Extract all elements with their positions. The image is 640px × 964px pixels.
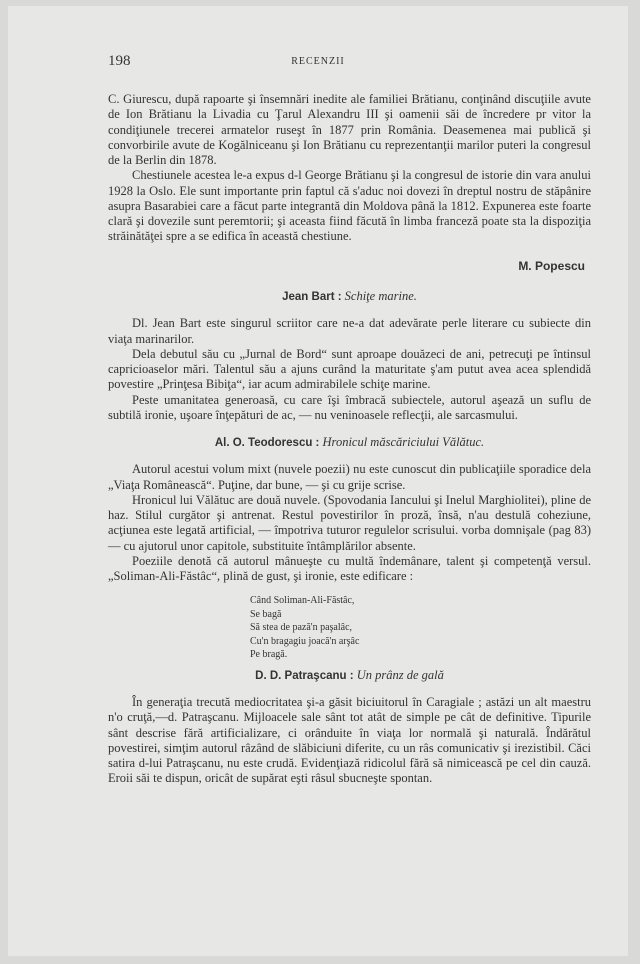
review-work: Hronicul măscăriciului Vălătuc. [322, 435, 485, 450]
review-work: Un prânz de gală [356, 667, 444, 682]
paragraph-9: În generaţia trecută mediocritatea şi-a găsit biciuitorul în Caragiale ; astăzi un alt maestru n'o cruţă,—d. Patraşcanu. Mijloacele sale sânt tot atât de simple pe cât de definitive. Tipurile sânt descrise fără artificializare, ci orânduite în viaţa lor normală şi naturală. Îndărătul povestirei, simţim autorul râzând de slăbiciuni diferite, cu un râs comunicativ şi irezistibil. Căci satira d-lui Patraşcanu, nu este crudă. Evidenţiază ridicolul fără să nimicească pe cel din cauză. Eroii săi te dispun, oricât de supărat eşti râsul sbucneşte spontan. [108, 695, 591, 786]
paragraph-4: Dela debutul său cu „Jurnal de Bord“ sunt aproape douăzeci de ani, petrecuţi pe întinsul capricioaselor mări. Talentul său a ajuns curând la maturitate ş'am putut avea acea splendidă povestire „Prinţesa Bibiţa“, iar acum admirabilele schiţe marine. [108, 346, 591, 392]
paragraph-5: Peste umanitatea generoasă, cu care îşi îmbracă subiectele, autorul aşează un suflu de subtilă ironie, uşoare înţepături de ac, — nu veninoasele reflecţii, ale sarcasmului. [108, 392, 591, 422]
poem-line: Se bagă [250, 608, 282, 620]
poem-line: Să stea de pază'n paşalâc, [250, 622, 353, 634]
review-author: Al. O. Teodorescu : [214, 437, 320, 450]
poem-line: Cu'n bragagiu joacă'n arşâc [250, 635, 360, 647]
poem-excerpt [250, 594, 591, 662]
review-signature: M. Popescu [518, 258, 585, 273]
page-header [8, 53, 628, 73]
paragraph-1: C. Giurescu, după rapoarte şi însemnări inedite ale familiei Brătianu, conţinând discuţiile avute de Ion Brătianu la Livadia cu Ţarul Alexandru III şi oamenii săi de încredere pr vitor la condiţiunele trecerei armatelor ruseşt în 1877 prin România. Deasemenea mai publică şi convorbirile avute de Kogălniceanu şi Ion Brătianu cu reprezentanţii marilor puteri la congresul de la Berlin din 1878. [108, 92, 591, 167]
paragraph-7: Hronicul lui Vălătuc are două nuvele. (Spovodania Iancului şi Inelul Marghiolitei), pline de haz. Stilul curgător şi antrenat. Restul povestirilor în proză, însă, n'au destulă coheziune, acţiunea este legată artificial, — împotriva tuturor regulelor scrisului. vorba domnişale (pag 83) — cu ajutorul unor capitole, substituite întâmplărilor absente. [108, 492, 591, 553]
running-head: RECENZII [291, 56, 345, 67]
page-content [108, 92, 591, 787]
review-title-bart [108, 289, 591, 304]
paragraph-6: Autorul acestui volum mixt (nuvele poezii) nu este cunoscut din publicaţiile sporadice dela „Viaţa Românească“. Puţine, dar bune, — şi cu grije scrise. [108, 462, 591, 492]
page-number: 198 [108, 53, 131, 69]
review-title-patrascanu [108, 668, 591, 683]
paragraph-8: Poeziile denotă că autorul mânueşte cu multă îndemânare, talent şi competenţă versul. „Soliman-Ali-Făstâc“, plină de gust, şi ironie, este edificare : [108, 553, 591, 584]
review-author: D. D. Patraşcanu : [255, 669, 354, 682]
review-author: Jean Bart : [282, 291, 342, 304]
paragraph-2: Chestiunele acestea le-a expus d-l George Brătianu şi la congresul de istorie din vara anului 1928 la Oslo. Ele sunt importante prin faptul că s'aduc noi dovezi în dreptul nostru de stăpânire asupra Basarabiei care a făcut parte integrantă din Moldova până la 1812. Expunerea este foarte clară şi dovezile sunt peremtorii; şi aceasta fiind făcută în limba franceză poate sta la dispoziţia străinătăţei spre a se edifica în această chestiune. [108, 168, 591, 244]
paragraph-3: Dl. Jean Bart este singurul scriitor care ne-a dat adevărate perle literare cu subiecte din viaţa marinarilor. [108, 316, 591, 346]
document-page [8, 6, 628, 956]
poem-line: Pe bragă. [250, 649, 288, 661]
review-work: Schiţe marine. [344, 289, 417, 304]
poem-line: Când Soliman-Ali-Făstâc, [250, 595, 355, 607]
review-title-teodorescu [108, 435, 591, 450]
